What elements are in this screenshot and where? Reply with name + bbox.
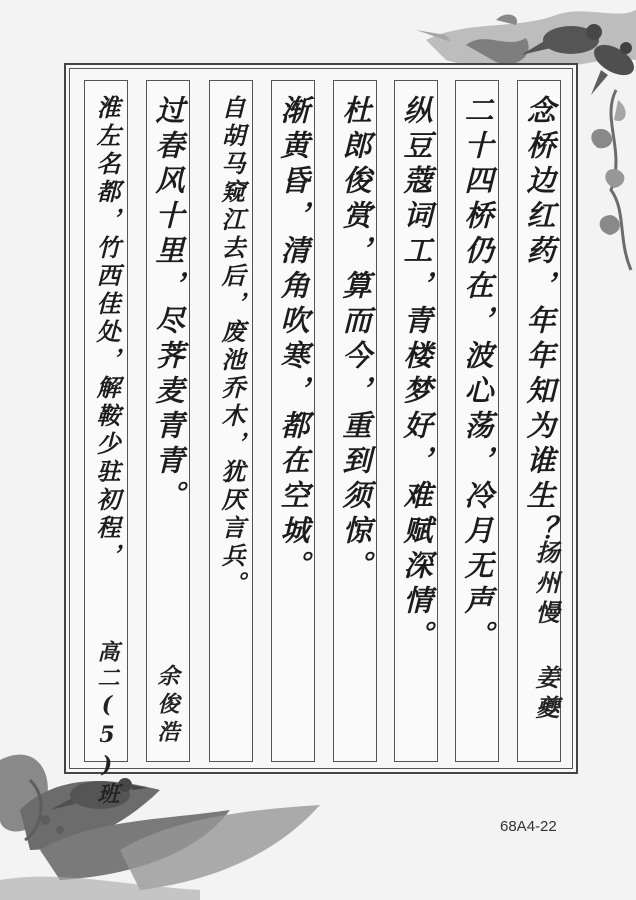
column-3	[394, 80, 438, 762]
column-4	[333, 80, 377, 762]
poem-author-line: 扬州慢 姜夔	[531, 540, 560, 725]
column-6	[209, 80, 253, 762]
poem-line: 杜郎俊赏，算而今，重到须惊。	[338, 95, 373, 585]
class-label: 高二(5)班	[94, 640, 120, 808]
poem-title-line: 念桥边红药，年年知为谁生？	[522, 95, 557, 550]
poem-line: 淮左名都，竹西佳处，解鞍少驻初程，	[92, 95, 121, 571]
poem-line: 二十四桥仍在，波心荡，冷月无声。	[460, 95, 495, 655]
column-7	[146, 80, 190, 762]
column-2	[455, 80, 499, 762]
poem-line: 纵豆蔻词工，青楼梦好，难赋深情。	[399, 95, 434, 655]
poem-line: 自胡马窥江去后，废池乔木，犹厌言兵。	[217, 95, 246, 599]
paper-code: 68A4-22	[500, 818, 557, 835]
poem-line: 渐黄昏，清角吹寒，都在空城。	[276, 95, 311, 585]
poem-line: 过春风十里，尽荠麦青青。	[151, 95, 186, 515]
writer-name: 余俊浩	[154, 664, 180, 748]
column-5	[271, 80, 315, 762]
writing-frame	[64, 63, 578, 774]
